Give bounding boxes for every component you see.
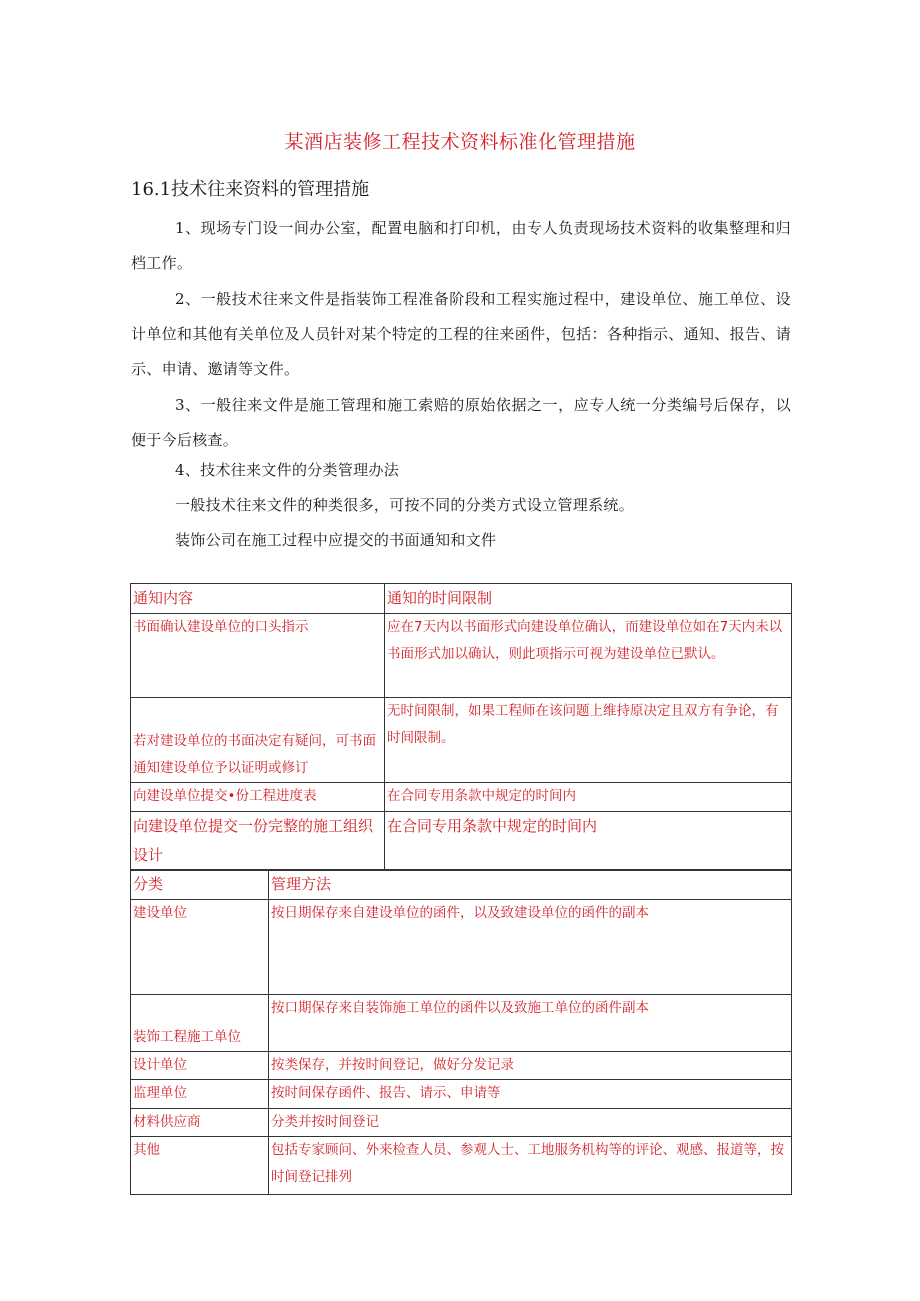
table-row — [131, 995, 792, 1052]
table-cell: 按类保存，并按时间登记，做好分发记录 — [269, 1052, 792, 1080]
table-cell: 书面确认建设单位的口头指示 — [131, 614, 385, 698]
table-cell: 其他 — [131, 1137, 269, 1195]
table-cell: 向建设单位提交•份工程进度表 — [131, 783, 385, 812]
table-cell: 分类并按时间登记 — [269, 1109, 792, 1137]
table-header-row — [131, 870, 792, 900]
table-cell: 在合同专用条款中规定的时间内 — [385, 812, 792, 871]
table-row — [131, 1052, 792, 1080]
table-cell: 材料供应商 — [131, 1109, 269, 1137]
table-caption: 装饰公司在施工过程中应提交的书面通知和文件 — [175, 531, 497, 549]
table-cell: 设计单位 — [131, 1052, 269, 1080]
table-row — [131, 812, 792, 871]
paragraph-3: 3、一般往来文件是施工管理和施工索赔的原始依据之一，应专人统一分类编号后保存，以便于今后核查。 — [131, 396, 791, 449]
header-category: 分类 — [131, 870, 269, 900]
category-table — [130, 869, 792, 1195]
table-cell: 无时间限制，如果工程师在该问题上维持原决定且双方有争论，有时间限制。 — [385, 698, 792, 783]
table-row — [131, 698, 792, 783]
table-cell: 若对建设单位的书面决定有疑问，可书面通知建设单位予以证明或修订 — [131, 698, 385, 783]
header-method: 管理方法 — [269, 870, 792, 900]
table-row — [131, 783, 792, 812]
table-row — [131, 1109, 792, 1137]
table-cell: 监理单位 — [131, 1080, 269, 1109]
table-header-row — [131, 584, 792, 614]
header-time-limit: 通知的时间限制 — [385, 584, 792, 614]
table-cell: 按日期保存来自建设单位的函件，以及致建设单位的函件的副本 — [269, 900, 792, 995]
table-cell: 应在7天内以书面形式向建设单位确认，而建设单位如在7天内未以书面形式加以确认，则此项指示可视为建设单位已默认。 — [385, 614, 792, 698]
table-cell: 包括专家顾问、外来检查人员、参观人士、工地服务机构等的评论、观感、报道等，按时间登记排列 — [269, 1137, 792, 1195]
table-row — [131, 1137, 792, 1195]
table-cell: 向建设单位提交一份完整的施工组织设计 — [131, 812, 385, 871]
paragraph-2: 2、一般技术往来文件是指装饰工程准备阶段和工程实施过程中，建设单位、施工单位、设计单位和其他有关单位及人员针对某个特定的工程的往来函件，包括：各种指示、通知、报告、请示、申请、邀请等文件。 — [131, 290, 791, 378]
table-cell: 按时间保存函件、报告、请示、申请等 — [269, 1080, 792, 1109]
table-row — [131, 900, 792, 995]
table-cell: 按口期保存来自装饰施工单位的函件以及致施工单位的函件副本 — [269, 995, 792, 1052]
paragraph-1: 1、现场专门设一间办公室，配置电脑和打印机，由专人负责现场技术资料的收集整理和归档工作。 — [131, 219, 791, 272]
section-heading: 16.1技术往来资料的管理措施 — [131, 179, 370, 200]
table-cell: 装饰工程施工单位 — [131, 995, 269, 1052]
header-notice-content: 通知内容 — [131, 584, 385, 614]
table-cell: 在合同专用条款中规定的时间内 — [385, 783, 792, 812]
paragraph-5: 一般技术往来文件的种类很多，可按不同的分类方式设立管理系统。 — [175, 496, 635, 514]
table-row — [131, 614, 792, 698]
notice-table — [130, 583, 792, 871]
paragraph-4: 4、技术往来文件的分类管理办法 — [175, 461, 400, 479]
table-row — [131, 1080, 792, 1109]
document-title: 某酒店装修工程技术资料标准化管理措施 — [284, 131, 636, 153]
table-cell: 建设单位 — [131, 900, 269, 995]
